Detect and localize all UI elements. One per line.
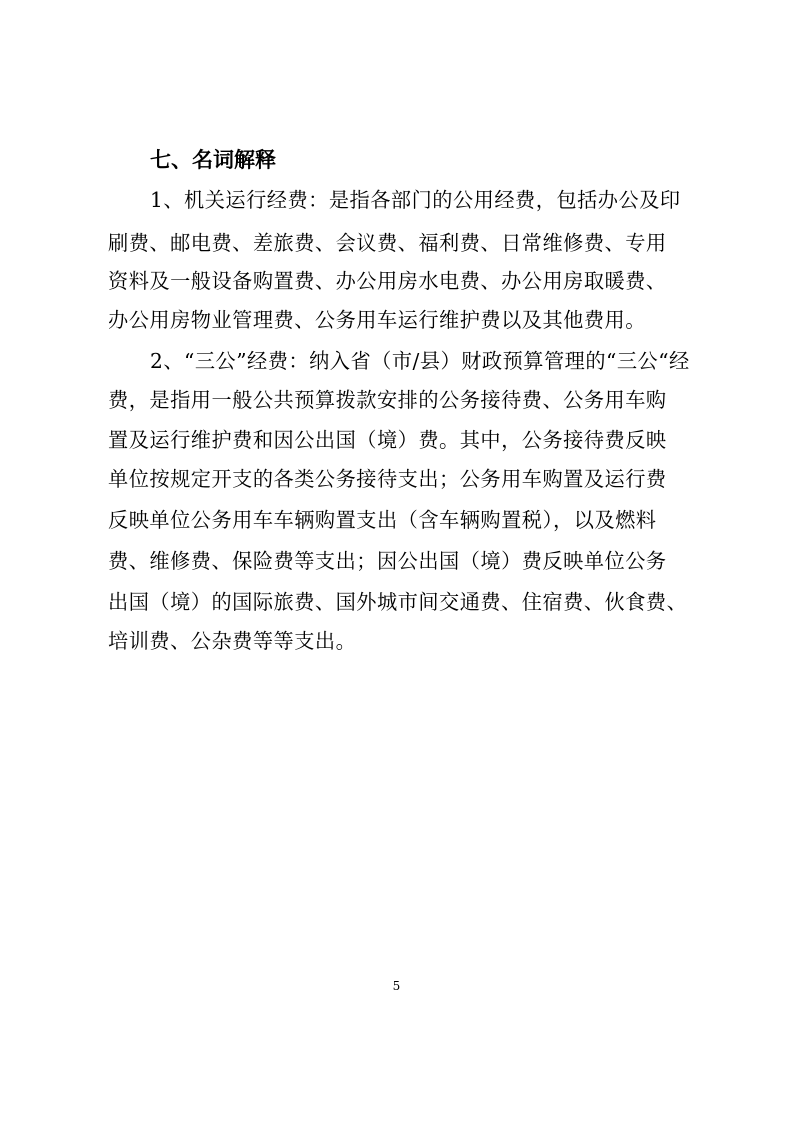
section-heading: 七、名词解释 (150, 148, 276, 172)
paragraph-line: 1、机关运行经费：是指各部门的公用经费，包括办公及印 (150, 188, 681, 212)
paragraph-line: 资料及一般设备购置费、办公用房水电费、办公用房取暖费、 (108, 269, 667, 293)
paragraph-line: 费、维修费、保险费等支出；因公出国（境）费反映单位公务 (108, 549, 667, 573)
paragraph-line: 办公用房物业管理费、公务用车运行维护费以及其他费用。 (108, 308, 646, 332)
paragraph-line: 出国（境）的国际旅费、国外城市间交通费、住宿费、伙食费、 (108, 590, 688, 614)
paragraph-line: 单位按规定开支的各类公务接待支出；公务用车购置及运行费 (108, 467, 667, 491)
paragraph-line: 反映单位公务用车车辆购置支出（含车辆购置税），以及燃料 (108, 508, 657, 532)
paragraph-line: 2、“三公”经费：纳入省（市/县）财政预算管理的“三公“经 (150, 349, 690, 373)
paragraph-line: 费，是指用一般公共预算拨款安排的公务接待费、公务用车购 (108, 388, 667, 412)
paragraph-line: 培训费、公杂费等等支出。 (108, 629, 357, 653)
page-number: 5 (392, 979, 401, 993)
paragraph-line: 刷费、邮电费、差旅费、会议费、福利费、日常维修费、专用 (108, 231, 667, 255)
paragraph-line: 置及运行维护费和因公出国（境）费。其中，公务接待费反映 (108, 428, 667, 452)
